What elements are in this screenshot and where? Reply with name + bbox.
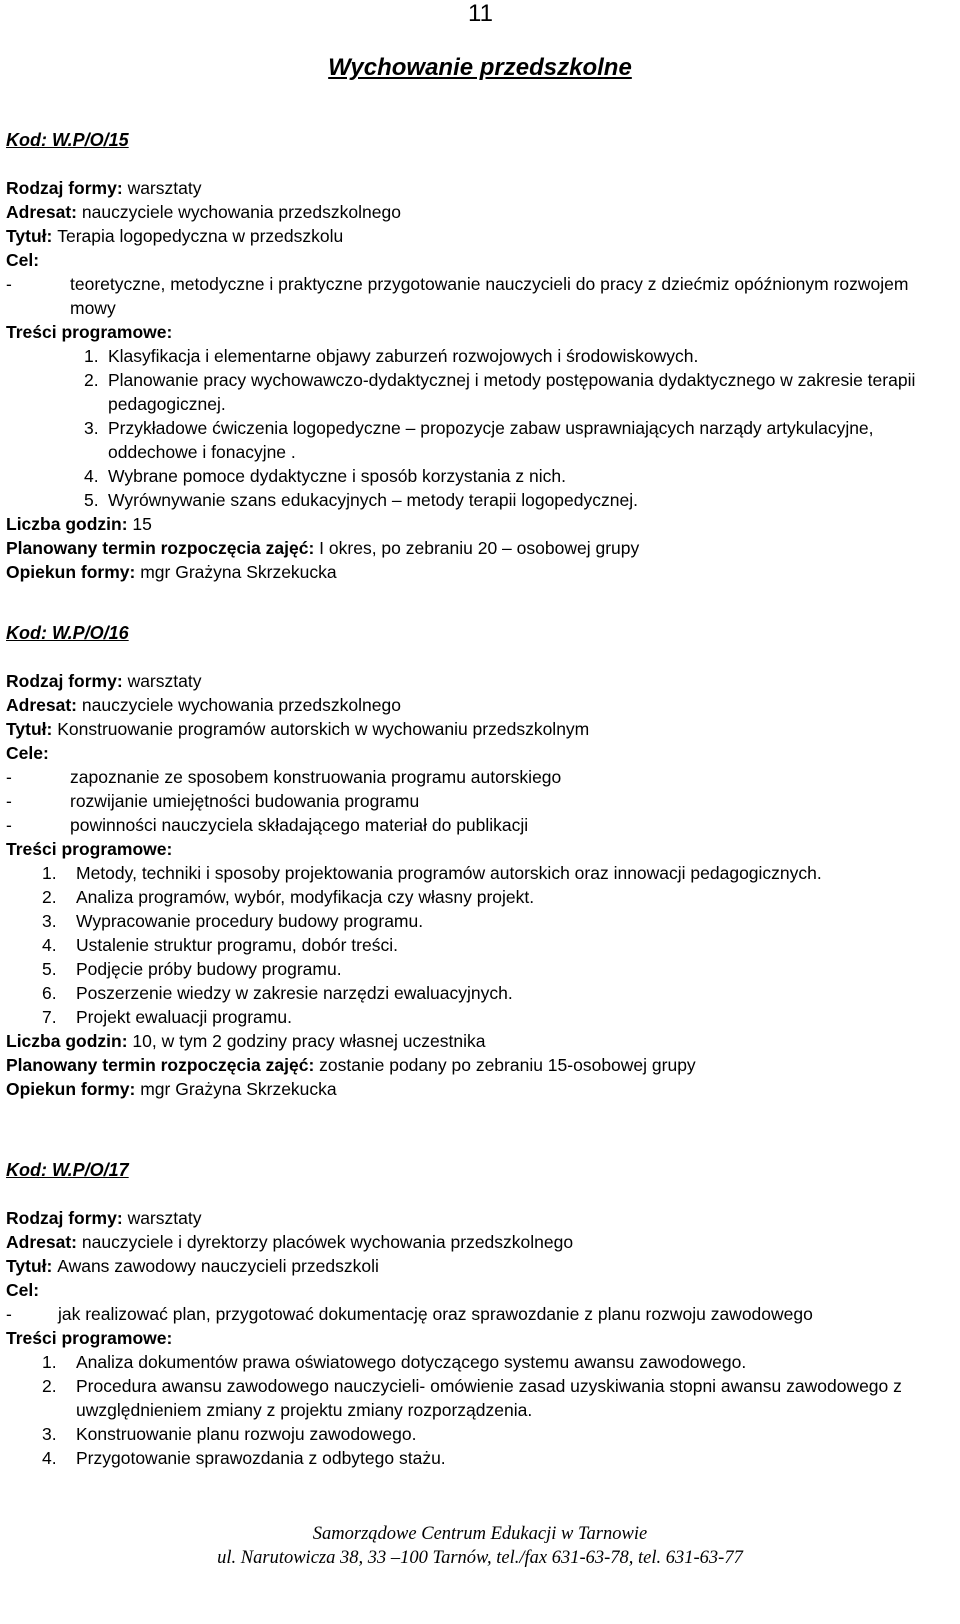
course-title-label: Tytuł:	[6, 1256, 53, 1276]
goal-list	[6, 765, 946, 837]
footer-institution: Samorządowe Centrum Edukacji w Tarnowie	[312, 1524, 648, 1544]
addressee-label: Adresat:	[6, 202, 77, 222]
goal-label: Cel:	[6, 250, 40, 270]
item-text: Klasyfikacja i elementarne objawy zaburzeń rozwojowych i środowiskowych.	[108, 346, 699, 366]
supervisor-value: mgr Grażyna Skrzekucka	[140, 1079, 337, 1099]
course-section	[6, 128, 946, 584]
page-footer	[0, 1522, 960, 1570]
goal-text: zapoznanie ze sposobem konstruowania programu autorskiego	[70, 767, 562, 787]
content-label-row	[6, 320, 946, 344]
item-text: Podjęcie próby budowy programu.	[76, 959, 342, 979]
content-label: Treści programowe:	[6, 1328, 173, 1348]
item-text: Wypracowanie procedury budowy programu.	[76, 911, 424, 931]
item-text: Wybrane pomoce dydaktyczne i sposób korzystania z nich.	[108, 466, 566, 486]
item-number: 7.	[42, 1007, 57, 1027]
item-number: 1.	[42, 1352, 57, 1372]
item-number: 5.	[84, 490, 99, 510]
form-type-value: warsztaty	[127, 1208, 202, 1228]
supervisor-value: mgr Grażyna Skrzekucka	[140, 562, 337, 582]
content-item	[6, 957, 946, 981]
course-code: Kod: W.P/O/16	[6, 623, 129, 643]
content-item	[6, 1422, 946, 1446]
item-text: Projekt ewaluacji programu.	[76, 1007, 292, 1027]
content-item	[6, 344, 946, 368]
goal-list	[6, 272, 946, 320]
addressee-row	[6, 1230, 946, 1254]
course-title-label: Tytuł:	[6, 226, 53, 246]
form-type-label: Rodzaj formy:	[6, 1208, 123, 1228]
content-item	[6, 981, 946, 1005]
content-label: Treści programowe:	[6, 839, 173, 859]
start-date-row	[6, 536, 946, 560]
hours-row	[6, 512, 946, 536]
addressee-value: nauczyciele i dyrektorzy placówek wychowania przedszkolnego	[81, 1232, 574, 1252]
goal-item	[6, 813, 946, 837]
content-item	[6, 1446, 946, 1470]
form-type-value: warsztaty	[127, 178, 202, 198]
item-number: 2.	[84, 370, 99, 390]
item-number: 4.	[84, 466, 99, 486]
start-date-label: Planowany termin rozpoczęcia zajęć:	[6, 1055, 315, 1075]
item-text: Poszerzenie wiedzy w zakresie narzędzi ewaluacyjnych.	[76, 983, 513, 1003]
hours-value: 10, w tym 2 godziny pracy własnej uczestnika	[132, 1031, 486, 1051]
addressee-value: nauczyciele wychowania przedszkolnego	[81, 695, 401, 715]
item-text: Analiza programów, wybór, modyfikacja czy własny projekt.	[76, 887, 535, 907]
item-number: 2.	[42, 1376, 57, 1396]
item-number: 3.	[42, 1424, 57, 1444]
addressee-row	[6, 200, 946, 224]
footer-address: ul. Narutowicza 38, 33 –100 Tarnów, tel./fax 631-63-78, tel. 631-63-77	[217, 1548, 743, 1568]
goal-item	[6, 765, 946, 789]
goals-label: Cele:	[6, 743, 49, 763]
item-text: Przygotowanie sprawozdania z odbytego stażu.	[76, 1448, 446, 1468]
item-text: Przykładowe ćwiczenia logopedyczne – propozycje zabaw usprawniających narządy artykulacyjne, oddechowe i fonacyjne .	[108, 418, 874, 462]
form-type-row	[6, 176, 946, 200]
hours-label: Liczba godzin:	[6, 1031, 128, 1051]
form-type-row	[6, 669, 946, 693]
item-text: Procedura awansu zawodowego nauczycieli- omówienie zasad uzyskiwania stopni awansu zawodowego z uwzględnieniem zmiany z projektu zmiany rozporządzenia.	[76, 1376, 902, 1420]
form-type-label: Rodzaj formy:	[6, 671, 123, 691]
item-text: Planowanie pracy wychowawczo-dydaktycznej i metody postępowania dydaktycznego w zakresie terapii pedagogicznej.	[108, 370, 916, 414]
supervisor-label: Opiekun formy:	[6, 1079, 136, 1099]
supervisor-row	[6, 560, 946, 584]
addressee-label: Adresat:	[6, 695, 77, 715]
course-title-row	[6, 224, 946, 248]
content-item	[6, 1374, 946, 1422]
content-list	[6, 861, 946, 1029]
content-item	[6, 416, 946, 464]
form-type-value: warsztaty	[127, 671, 202, 691]
item-text: Ustalenie struktur programu, dobór treści.	[76, 935, 398, 955]
start-date-value: zostanie podany po zebraniu 15-osobowej grupy	[319, 1055, 696, 1075]
item-number: 1.	[42, 863, 57, 883]
page-number: 11	[468, 0, 493, 27]
content-label: Treści programowe:	[6, 322, 173, 342]
item-text: Wyrównywanie szans edukacyjnych – metody terapii logopedycznej.	[108, 490, 638, 510]
course-section	[6, 621, 946, 1101]
addressee-row	[6, 693, 946, 717]
item-number: 6.	[42, 983, 57, 1003]
content-item	[6, 909, 946, 933]
item-text: Analiza dokumentów prawa oświatowego dotyczącego systemu awansu zawodowego.	[76, 1352, 747, 1372]
course-title-label: Tytuł:	[6, 719, 53, 739]
item-text: Konstruowanie planu rozwoju zawodowego.	[76, 1424, 417, 1444]
course-title-row	[6, 1254, 946, 1278]
hours-value: 15	[132, 514, 152, 534]
course-title-value: Terapia logopedyczna w przedszkolu	[57, 226, 344, 246]
content-label-row	[6, 837, 946, 861]
supervisor-label: Opiekun formy:	[6, 562, 136, 582]
content-item	[6, 861, 946, 885]
supervisor-row	[6, 1077, 946, 1101]
course-title-value: Awans zawodowy nauczycieli przedszkoli	[57, 1256, 379, 1276]
content-item	[6, 1350, 946, 1374]
content-item	[6, 933, 946, 957]
item-number: 4.	[42, 935, 57, 955]
course-section	[6, 1158, 946, 1470]
course-title-row	[6, 717, 946, 741]
content-list	[6, 1350, 946, 1470]
start-date-label: Planowany termin rozpoczęcia zajęć:	[6, 538, 315, 558]
goal-item	[6, 1302, 946, 1326]
goal-text: powinności nauczyciela składającego materiał do publikacji	[70, 815, 529, 835]
item-number: 1.	[84, 346, 99, 366]
goal-list	[6, 1302, 946, 1326]
addressee-value: nauczyciele wychowania przedszkolnego	[81, 202, 401, 222]
document-title: Wychowanie przedszkolne	[328, 54, 632, 81]
item-number: 5.	[42, 959, 57, 979]
content-item	[6, 1005, 946, 1029]
course-code: Kod: W.P/O/15	[6, 130, 129, 150]
start-date-row	[6, 1053, 946, 1077]
goal-item	[6, 789, 946, 813]
item-text: Metody, techniki i sposoby projektowania programów autorskich oraz innowacji pedagogicznych.	[76, 863, 822, 883]
content-item	[6, 488, 946, 512]
goal-label: Cel:	[6, 1280, 40, 1300]
goal-text: jak realizować plan, przygotować dokumentację oraz sprawozdanie z planu rozwoju zawodowego	[58, 1304, 813, 1324]
start-date-value: I okres, po zebraniu 20 – osobowej grupy	[319, 538, 640, 558]
hours-row	[6, 1029, 946, 1053]
content-item	[6, 885, 946, 909]
goal-text: teoretyczne, metodyczne i praktyczne przygotowanie nauczycieli do pracy z dziećmiz opóźnionym rozwojem mowy	[70, 274, 909, 318]
item-number: 3.	[42, 911, 57, 931]
item-number: 2.	[42, 887, 57, 907]
goal-label-row	[6, 248, 946, 272]
goal-label-row	[6, 1278, 946, 1302]
form-type-label: Rodzaj formy:	[6, 178, 123, 198]
goals-label-row	[6, 741, 946, 765]
content-label-row	[6, 1326, 946, 1350]
course-title-value: Konstruowanie programów autorskich w wychowaniu przedszkolnym	[57, 719, 590, 739]
content-list	[6, 344, 946, 512]
content-item	[6, 464, 946, 488]
addressee-label: Adresat:	[6, 1232, 77, 1252]
item-number: 4.	[42, 1448, 57, 1468]
goal-item	[6, 272, 946, 320]
goal-text: rozwijanie umiejętności budowania programu	[70, 791, 420, 811]
content-item	[6, 368, 946, 416]
form-type-row	[6, 1206, 946, 1230]
hours-label: Liczba godzin:	[6, 514, 128, 534]
item-number: 3.	[84, 418, 99, 438]
course-code: Kod: W.P/O/17	[6, 1160, 129, 1180]
